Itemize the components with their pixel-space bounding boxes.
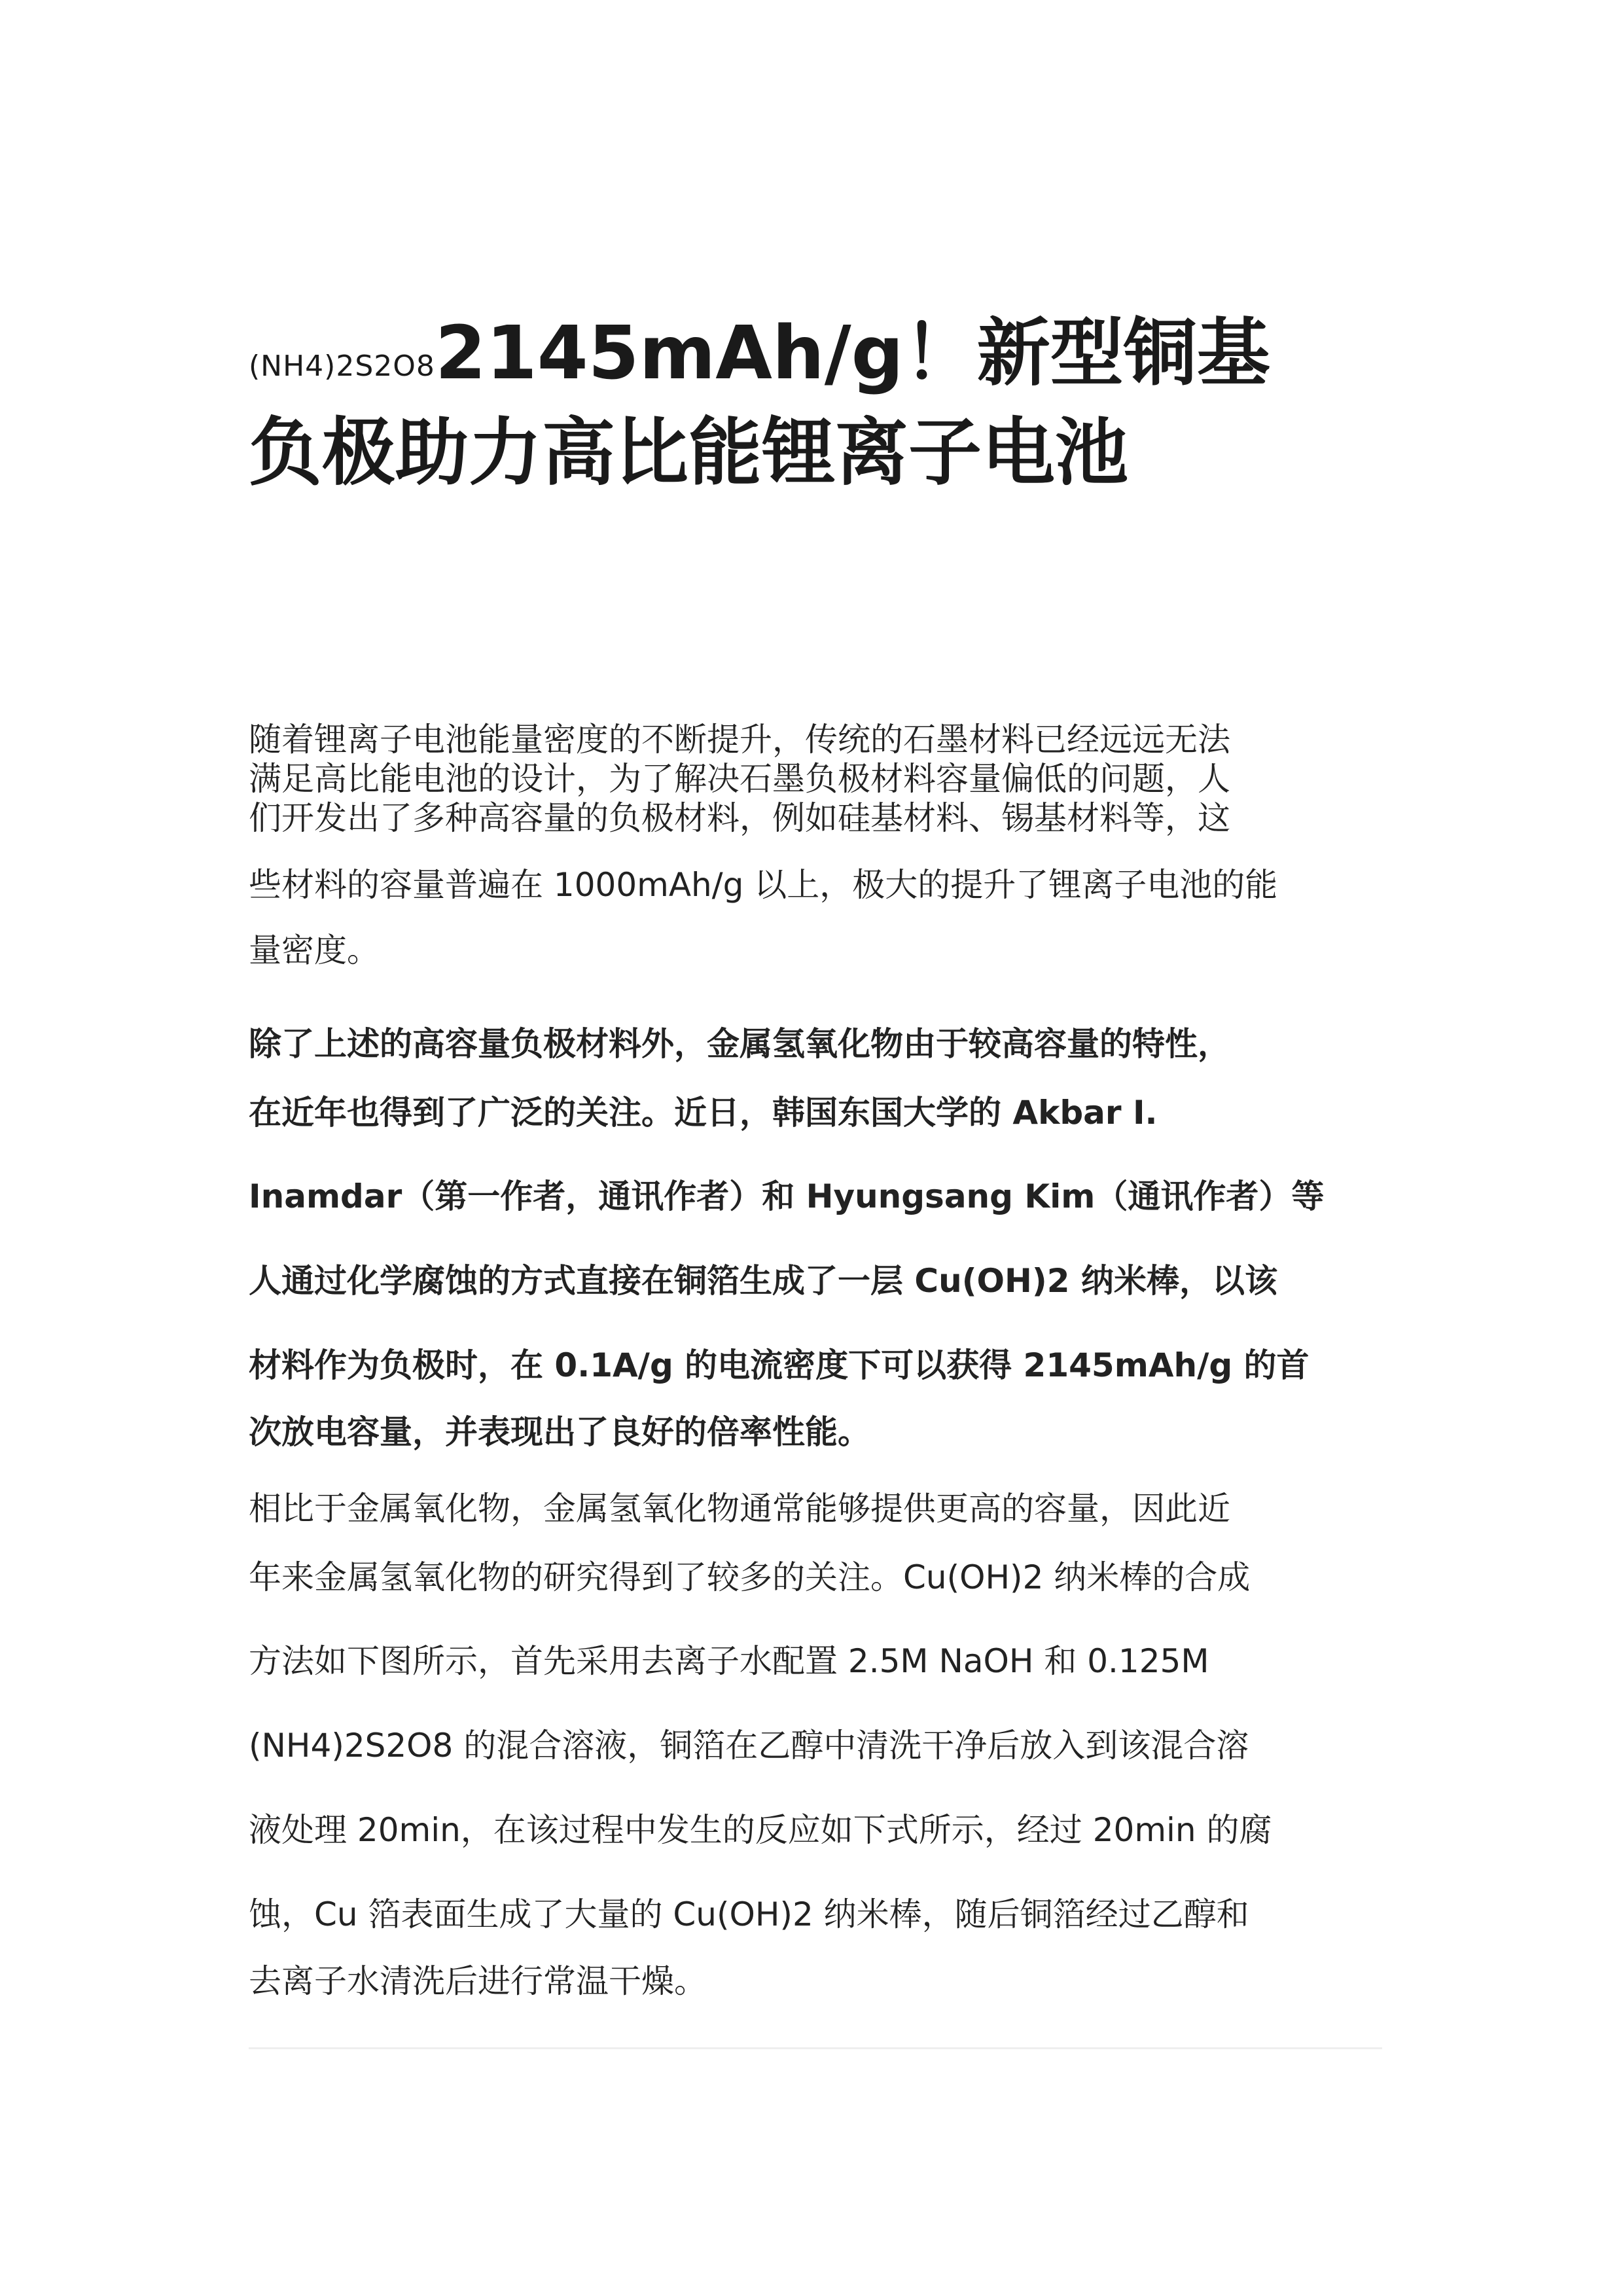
article-title-line-2: 负极助力高比能锂离子电池	[249, 410, 1128, 495]
paragraph-line: 方法如下图所示，首先采用去离子水配置 2.5M NaOH 和 0.125M	[249, 1642, 1209, 1680]
paragraph-line: 人通过化学腐蚀的方式直接在铜箔生成了一层 Cu(OH)2 纳米棒，以该	[249, 1262, 1277, 1300]
paragraph-line: 在近年也得到了广泛的关注。近日，韩国东国大学的 Akbar I.	[249, 1094, 1158, 1132]
section-divider	[249, 2047, 1382, 2049]
paragraph-line: (NH4)2S2O8 的混合溶液，铜箔在乙醇中清洗干净后放入到该混合溶	[249, 1727, 1249, 1765]
paragraph-line: 们开发出了多种高容量的负极材料，例如硅基材料、锡基材料等，这	[249, 799, 1230, 837]
paragraph-line: 除了上述的高容量负极材料外，金属氢氧化物由于较高容量的特性，	[249, 1025, 1230, 1063]
title-main-text: 2145mAh/g！新型铜基	[435, 311, 1270, 396]
paragraph-line: 相比于金属氧化物，金属氢氧化物通常能够提供更高的容量，因此近	[249, 1490, 1230, 1528]
paragraph-line: 满足高比能电池的设计，为了解决石墨负极材料容量偏低的问题，人	[249, 760, 1230, 798]
article-title-line-1	[249, 308, 1400, 412]
paragraph-line: 液处理 20min，在该过程中发生的反应如下式所示，经过 20min 的腐	[249, 1811, 1272, 1849]
paragraph-line: 些材料的容量普遍在 1000mAh/g 以上，极大的提升了锂离子电池的能	[249, 866, 1278, 904]
paragraph-line: Inamdar（第一作者，通讯作者）和 Hyungsang Kim（通讯作者）等	[249, 1177, 1325, 1215]
paragraph-line: 量密度。	[249, 931, 380, 969]
paragraph-line: 蚀，Cu 箔表面生成了大量的 Cu(OH)2 纳米棒，随后铜箔经过乙醇和	[249, 1895, 1249, 1933]
title-prefix-formula: (NH4)2S2O8	[249, 350, 435, 383]
paragraph-line: 去离子水清洗后进行常温干燥。	[249, 1962, 707, 2000]
paragraph-line: 材料作为负极时，在 0.1A/g 的电流密度下可以获得 2145mAh/g 的首	[249, 1346, 1310, 1384]
paragraph-line: 年来金属氢氧化物的研究得到了较多的关注。Cu(OH)2 纳米棒的合成	[249, 1558, 1251, 1596]
paragraph-line: 随着锂离子电池能量密度的不断提升，传统的石墨材料已经远远无法	[249, 721, 1230, 759]
paragraph-line: 次放电容量，并表现出了良好的倍率性能。	[249, 1413, 870, 1451]
